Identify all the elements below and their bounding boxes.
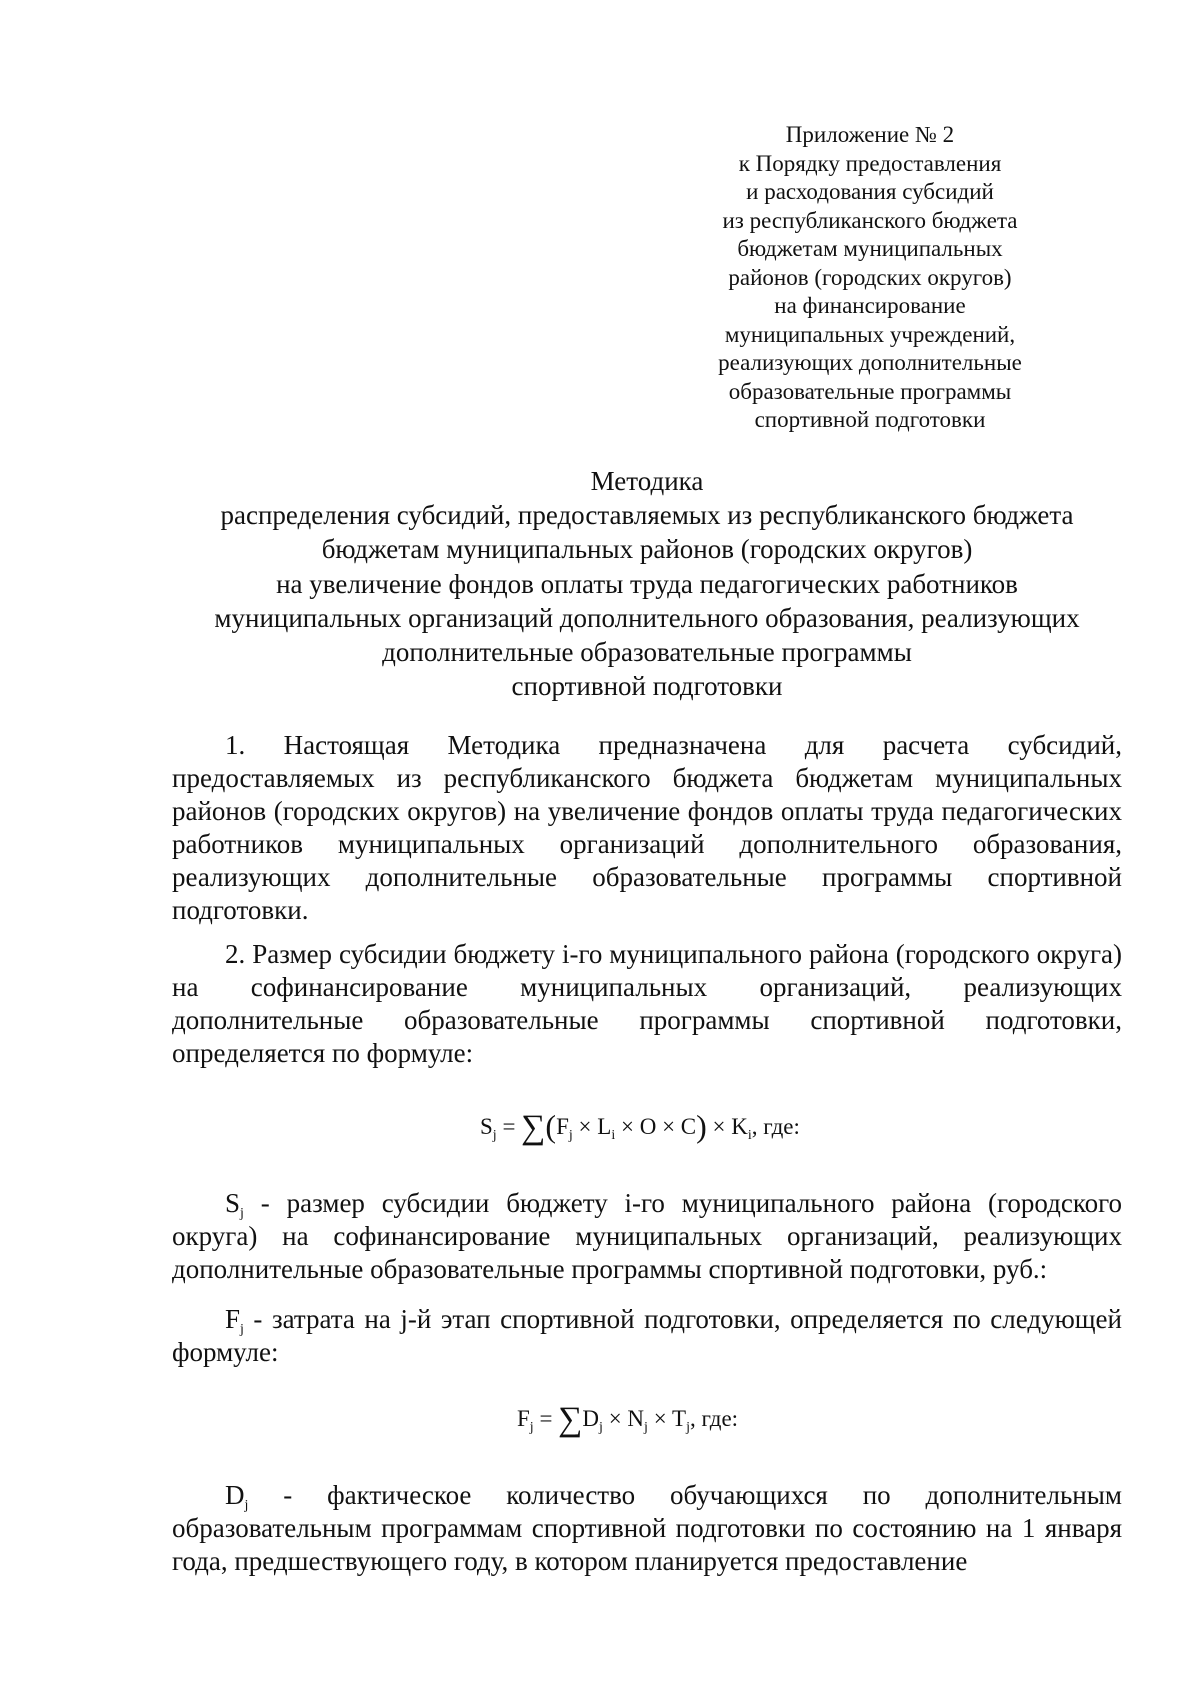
formula-subscript: j [599, 1420, 603, 1435]
formula-symbol: K [731, 1114, 748, 1139]
definition-f [172, 1303, 1122, 1369]
definition-subscript: j [240, 1206, 244, 1221]
definition-symbol: S [225, 1188, 241, 1218]
appendix-line: спортивной подготовки [754, 407, 986, 432]
formula-paren: ( [545, 1108, 557, 1144]
formula-tail: , где: [751, 1114, 800, 1139]
formula-subscript: j [529, 1420, 534, 1435]
appendix-line: образовательные программы [728, 378, 1012, 404]
formula-symbol: N [627, 1406, 645, 1431]
paragraph-2-block [172, 938, 1122, 1070]
formula-subscript: j [686, 1420, 690, 1435]
formula-operator: × [656, 1114, 681, 1139]
appendix-line: районов (городских округов) [728, 264, 1012, 290]
formula-operator: × [572, 1114, 598, 1139]
appendix-line: к Порядку предоставления [738, 150, 1002, 176]
formula-operator: × [602, 1406, 628, 1431]
formula-symbol: S [480, 1114, 493, 1139]
formula-operator: × [706, 1114, 732, 1139]
definition-f-block [172, 1303, 1122, 1369]
appendix-line: муниципальных учреждений, [724, 321, 1016, 347]
formula-symbol: L [597, 1114, 612, 1139]
formula-operator: = [496, 1114, 522, 1139]
title-line: спортивной подготовки [511, 671, 783, 702]
appendix-header [660, 121, 1080, 435]
formula-subscript: j [492, 1128, 497, 1143]
definition-symbol: D [225, 1480, 245, 1510]
definition-d-block [172, 1479, 1122, 1578]
title-line: Методика [590, 466, 704, 496]
definition-text: - фактическое количество обучающихся по дополнительным образовательным программам спортивной подготовки по состоянию на 1 января года, предшествующего году, в котором планируется предоставление [172, 1480, 1122, 1576]
formula-operator: = [533, 1406, 559, 1431]
appendix-line: реализующих дополнительные [718, 350, 1022, 375]
title-line: бюджетам муниципальных районов (городских округов) [321, 534, 973, 565]
sum-symbol: ∑ [521, 1109, 546, 1146]
formula-operator: × [615, 1114, 640, 1139]
title-line: дополнительные образовательные программы [382, 637, 912, 668]
paragraph-2: 2. Размер субсидии бюджету i-го муниципального района (городского округа) на софинансирование муниципальных организаций, реализующих дополнительные образовательные программы спортивной подготовки, определяется по формуле: [172, 939, 1122, 1068]
title-line: распределения субсидий, предоставляемых из республиканского бюджета [220, 500, 1074, 531]
formula-symbol: D [582, 1406, 600, 1431]
appendix-line: на финансирование [774, 293, 966, 318]
paragraph-1-block [172, 729, 1122, 927]
definition-text: - затрата на j-й этап спортивной подготовки, определяется по следующей формуле: [172, 1304, 1122, 1367]
formula-subsidy-expression [480, 1110, 800, 1145]
definition-d [172, 1479, 1122, 1578]
document-title [172, 464, 1122, 703]
appendix-line: и расходования субсидий [746, 179, 994, 204]
formula-symbol: C [680, 1114, 697, 1139]
formula-operator: × [647, 1406, 672, 1431]
formula-tail: , где: [689, 1406, 739, 1431]
formula-subscript: j [568, 1128, 573, 1143]
formula-symbol: T [672, 1406, 687, 1431]
formula-cost [0, 1403, 1200, 1443]
formula-subscript: i [747, 1128, 752, 1143]
definition-subscript: j [240, 1322, 244, 1337]
formula-subscript: i [611, 1128, 616, 1143]
sum-symbol: ∑ [558, 1401, 583, 1438]
title-line: на увеличение фондов оплаты труда педагогических работников [276, 568, 1018, 599]
definition-symbol: F [225, 1304, 241, 1334]
formula-subsidy [0, 1110, 1200, 1150]
formula-symbol: F [556, 1114, 569, 1139]
appendix-line: из республиканского бюджета [722, 207, 1018, 233]
title-line: муниципальных организаций дополнительного образования, реализующих [214, 602, 1080, 633]
formula-subscript: j [644, 1420, 648, 1435]
formula-cost-expression [517, 1403, 738, 1437]
formula-paren: ) [696, 1108, 707, 1144]
definition-subscript: j [244, 1498, 249, 1513]
appendix-line: Приложение № 2 [785, 122, 955, 147]
formula-symbol: O [639, 1114, 657, 1139]
definition-text: - размер субсидии бюджету i-го муниципального района (городского округа) на софинансирование муниципальных организаций, реализующих дополнительные образовательные программы спортивной подготовки, руб.: [172, 1188, 1122, 1284]
formula-symbol: F [517, 1406, 530, 1431]
paragraph-1: 1. Настоящая Методика предназначена для расчета субсидий, предоставляемых из республиканского бюджета бюджетам муниципальных районов (городских округов) на увеличение фондов оплаты труда педагогических работников муниципальных организаций дополнительного образования, реализующих дополнительные образовательные программы спортивной подготовки. [172, 730, 1122, 925]
appendix-line: бюджетам муниципальных [737, 236, 1003, 261]
definition-s-block [172, 1187, 1122, 1286]
definition-s [172, 1187, 1122, 1286]
